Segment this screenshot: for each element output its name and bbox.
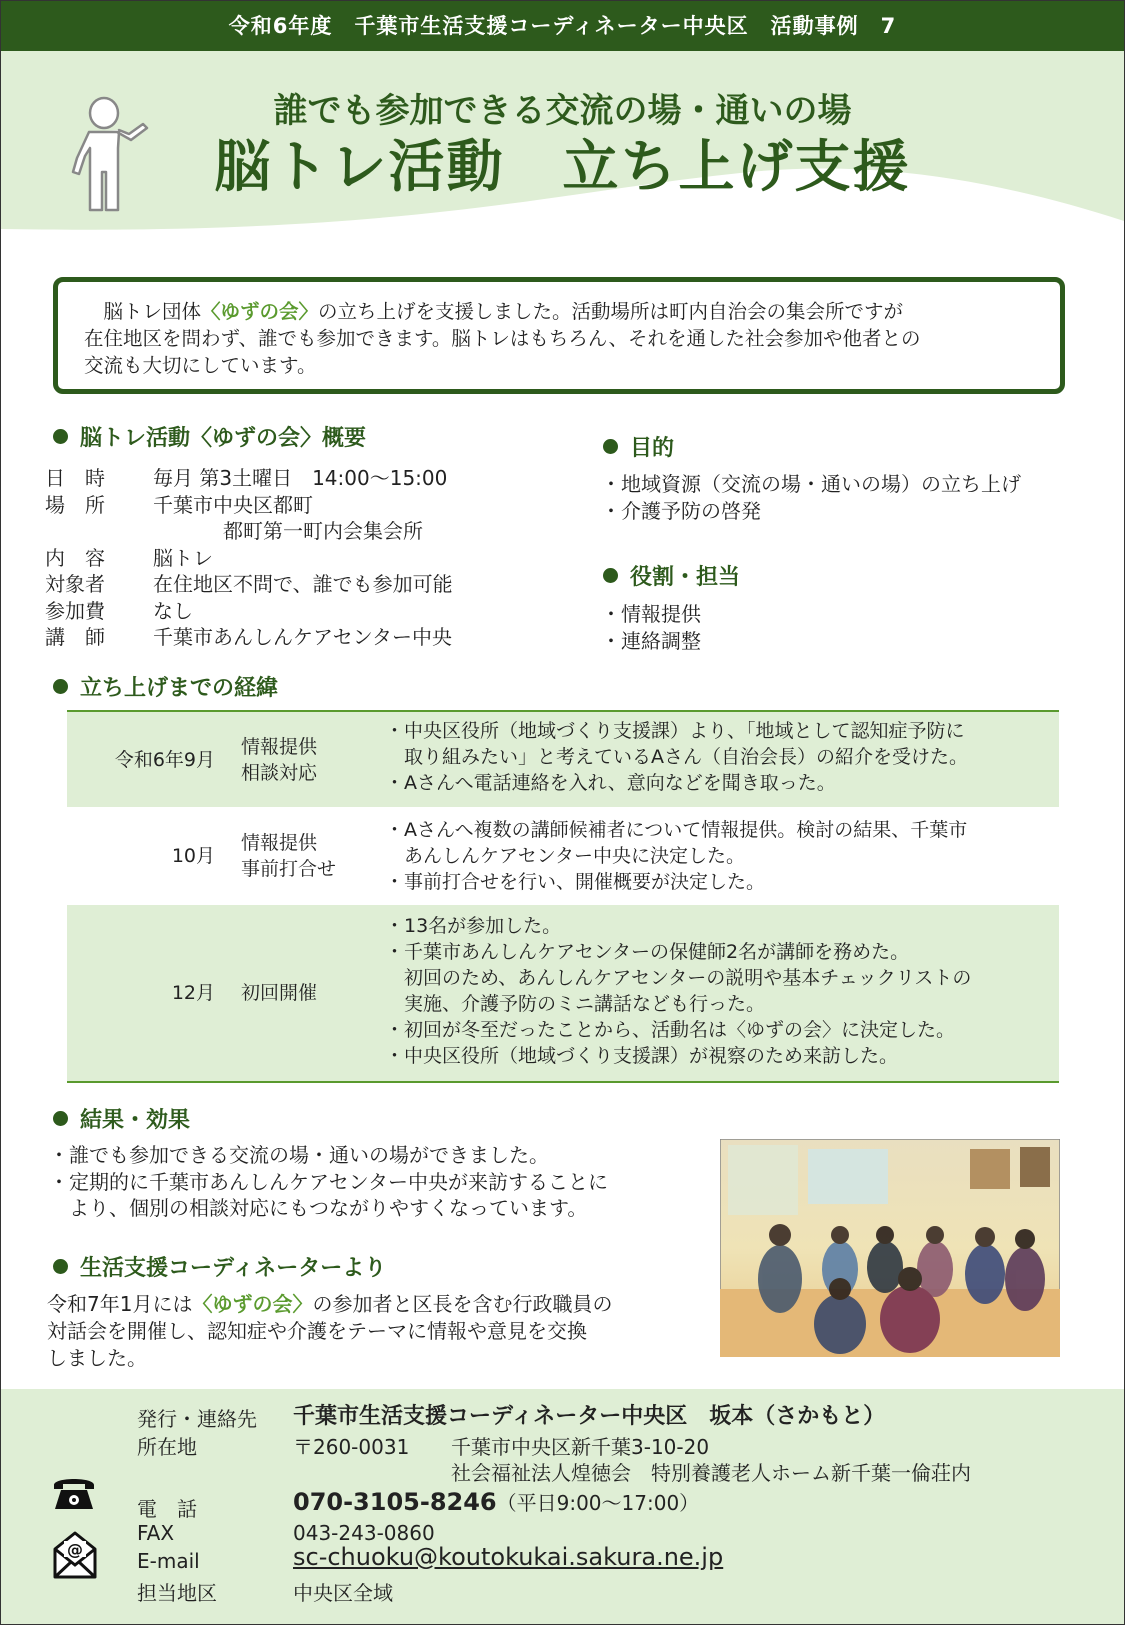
coordinator-text-part: 令和7年1月には	[47, 1292, 193, 1316]
email-link[interactable]: sc-chuoku@koutokukai.sakura.ne.jp	[293, 1543, 724, 1571]
role-list	[601, 601, 701, 654]
group-name: 〈ゆずの会〉	[201, 300, 319, 323]
timeline-details	[371, 712, 1059, 807]
overview-key: 内 容	[45, 545, 105, 570]
overview-key: 日 時	[45, 466, 105, 490]
coordinator-heading	[53, 1251, 386, 1282]
overview-value: 都町第一町内会集会所	[223, 519, 423, 543]
detail-line: ・中央区役所（地域づくり支援課）が視察のため来訪した。	[385, 1045, 899, 1067]
overview-value: 千葉市あんしんケアセンター中央	[153, 625, 452, 649]
intro-text: の立ち上げを支援しました。活動場所は町内自治会の集会所ですが	[318, 300, 904, 323]
overview-heading-text: 脳トレ活動〈ゆずの会〉概要	[80, 426, 367, 451]
person-pointing-icon	[59, 96, 149, 214]
purpose-list	[601, 471, 1021, 524]
envelope-icon	[51, 1529, 99, 1581]
overview-value: 在住地区不問で、誰でも参加可能	[153, 572, 453, 596]
detail-line: 初回のため、あんしんケアセンターの説明や基本チェックリストの	[385, 967, 972, 989]
phone-label: 電 話	[137, 1497, 197, 1521]
timeline-month: 12月	[171, 982, 215, 1004]
detail-line: あんしんケアセンター中央に決定した。	[385, 845, 746, 867]
timeline-details	[371, 905, 1059, 1081]
purpose-item: ・地域資源（交流の場・通いの場）の立ち上げ	[601, 472, 1021, 496]
detail-line: ・13名が参加した。	[385, 915, 562, 937]
results-heading	[53, 1103, 190, 1134]
results-line: ・定期的に千葉市あんしんケアセンター中央が来訪することに	[49, 1169, 608, 1194]
role-item: ・連絡調整	[601, 628, 701, 653]
category-line: 情報提供	[241, 832, 318, 854]
phone-line	[293, 1487, 699, 1516]
detail-line: ・Aさんへ複数の講師候補者について情報提供。検討の結果、千葉市	[385, 819, 968, 841]
address-line-1: 千葉市中央区新千葉3-10-20	[451, 1435, 710, 1459]
address-label: 所在地	[137, 1435, 197, 1459]
coordinator-heading-text: 生活支援コーディネーターより	[80, 1256, 387, 1281]
publisher-label: 発行・連絡先	[137, 1407, 257, 1431]
overview-heading	[53, 421, 366, 452]
purpose-heading	[603, 431, 674, 462]
hero-header	[1, 51, 1124, 251]
coordinator-line: 対話会を開催し、認知症や介護をテーマに情報や意見を交換	[47, 1319, 587, 1343]
bullet-dot-icon	[603, 439, 618, 454]
detail-line: ・事前打合せを行い、開催概要が決定した。	[385, 871, 766, 893]
timeline-category	[215, 807, 371, 905]
role-heading-text: 役割・担当	[630, 565, 741, 590]
hero-title: 脳トレ活動 立ち上げ支援	[214, 135, 911, 200]
timeline-details	[371, 807, 1059, 905]
detail-line: 実施、介護予防のミニ講話なども行った。	[385, 993, 766, 1015]
overview-key: 参加費	[45, 598, 105, 623]
overview-row	[45, 518, 453, 545]
overview-value: 毎月 第3土曜日 14:00〜15:00	[153, 466, 448, 490]
overview-row	[45, 598, 453, 625]
overview-key: 対象者	[45, 572, 105, 596]
postal-code: 〒260-0031	[293, 1435, 410, 1459]
role-item: ・情報提供	[601, 602, 701, 626]
detail-line: ・中央区役所（地域づくり支援課）より、「地域として認知症予防に	[385, 720, 965, 742]
timeline-category	[215, 905, 371, 1081]
timeline-heading	[53, 671, 278, 702]
intro-text: 脳トレ団体	[103, 300, 202, 323]
footer-contact	[1, 1389, 1124, 1624]
bullet-dot-icon	[53, 429, 68, 444]
overview-row	[45, 465, 453, 492]
role-heading	[603, 560, 740, 591]
fax-label: FAX	[137, 1521, 175, 1545]
overview-value: 千葉市中央区都町	[153, 492, 313, 517]
results-line: より、個別の相談対応にもつながりやすくなっています。	[49, 1196, 588, 1220]
publisher-value: 千葉市生活支援コーディネーター中央区 坂本（さかもと）	[293, 1404, 886, 1429]
area-label: 担当地区	[137, 1581, 217, 1605]
bullet-dot-icon	[53, 1259, 68, 1274]
results-list	[49, 1142, 608, 1222]
results-heading-text: 結果・効果	[80, 1108, 191, 1133]
overview-list	[45, 465, 453, 651]
intro-line-2: 在住地区を問わず、誰でも参加できます。脳トレはもちろん、それを通した社会参加や他者との	[84, 327, 921, 350]
telephone-icon	[51, 1475, 97, 1511]
overview-value: 脳トレ	[153, 545, 213, 570]
bullet-dot-icon	[53, 1111, 68, 1126]
results-line: ・誰でも参加できる交流の場・通いの場ができました。	[49, 1143, 549, 1167]
overview-row	[45, 492, 453, 519]
timeline-row	[67, 712, 1059, 807]
timeline-category	[215, 712, 371, 807]
detail-line: ・Aさんへ電話連絡を入れ、意向などを聞き取った。	[385, 772, 836, 794]
intro-box	[53, 277, 1065, 394]
overview-row	[45, 545, 453, 572]
overview-key: 場 所	[45, 492, 105, 517]
timeline-row	[67, 905, 1059, 1081]
coordinator-line: しました。	[47, 1346, 147, 1370]
detail-line: ・千葉市あんしんケアセンターの保健師2名が講師を務めた。	[385, 941, 910, 963]
address-line-2: 社会福祉法人煌徳会 特別養護老人ホーム新千葉一倫荘内	[451, 1461, 971, 1485]
intro-line-3: 交流も大切にしています。	[84, 354, 317, 377]
overview-value: なし	[153, 598, 193, 623]
top-banner: 令和6年度 千葉市生活支援コーディネーター中央区 活動事例 7	[1, 1, 1124, 51]
svg-text:@: @	[67, 1540, 83, 1559]
detail-line: ・初回が冬至だったことから、活動名は〈ゆずの会〉に決定した。	[385, 1019, 956, 1041]
activity-photo	[720, 1139, 1060, 1357]
hero-subtitle: 誰でも参加できる交流の場・通いの場	[273, 91, 852, 131]
fax-number: 043-243-0860	[293, 1521, 435, 1545]
purpose-item: ・介護予防の啓発	[601, 498, 761, 523]
timeline-table	[67, 710, 1059, 1083]
bullet-dot-icon	[53, 679, 68, 694]
category-line: 情報提供	[241, 735, 318, 758]
category-line: 相談対応	[241, 761, 318, 784]
email-label: E-mail	[137, 1549, 200, 1573]
timeline-month: 10月	[171, 845, 215, 867]
purpose-heading-text: 目的	[630, 436, 675, 461]
category-line: 事前打合せ	[241, 858, 337, 880]
overview-key: 講 師	[45, 625, 105, 649]
timeline-heading-text: 立ち上げまでの経緯	[80, 676, 279, 701]
coordinator-text	[47, 1291, 612, 1372]
bullet-dot-icon	[603, 568, 618, 583]
coordinator-line	[47, 1291, 612, 1318]
overview-row	[45, 571, 453, 598]
phone-number[interactable]: 070-3105-8246	[293, 1488, 497, 1516]
overview-row	[45, 624, 453, 651]
coordinator-text-part: の参加者と区長を含む行政職員の	[312, 1292, 613, 1316]
intro-line-1	[84, 298, 1034, 325]
detail-line: 取り組みたい」と考えているAさん（自治会長）の紹介を受けた。	[385, 746, 968, 768]
area-value: 中央区全域	[293, 1581, 393, 1605]
timeline-row	[67, 807, 1059, 905]
phone-hours: （平日9:00〜17:00）	[496, 1491, 700, 1515]
group-name: 〈ゆずの会〉	[192, 1292, 313, 1316]
overview-key	[45, 518, 153, 545]
category-line: 初回開催	[241, 982, 318, 1004]
timeline-month: 令和6年9月	[114, 748, 215, 771]
